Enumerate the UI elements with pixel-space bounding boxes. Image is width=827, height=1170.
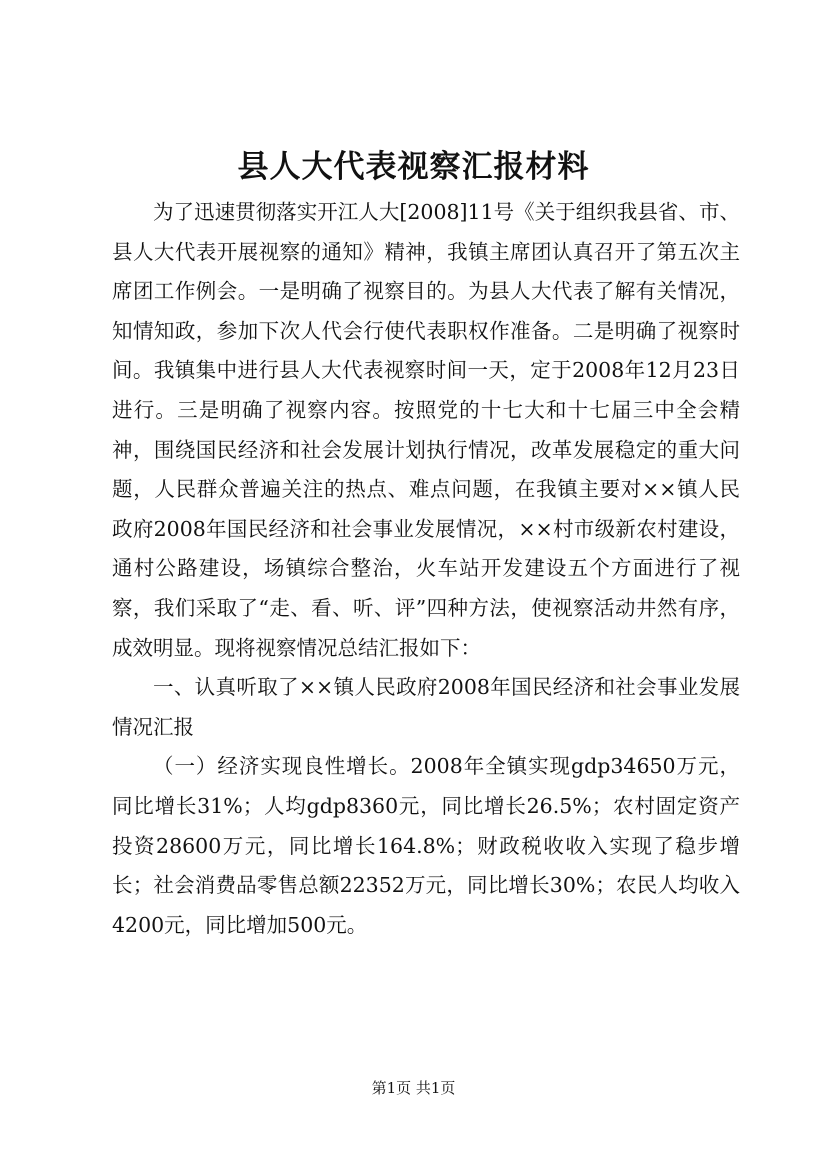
paragraph-economy: （一）经济实现良性增长。2008年全镇实现gdp34650万元，同比增长31%；人均gdp8360元，同比增长26.5%；农村固定资产投资28600万元，同比增长164.8%；财政税收收入实现了稳步增长；社会消费品零售总额22352万元，同比增长30%；农民人均收入4200元，同比增加500元。 [112,754,740,937]
document-title: 县人大代表视察汇报材料 [237,149,590,185]
document-body [112,193,740,945]
paragraph-section-heading: 一、认真听取了××镇人民政府2008年国民经济和社会事业发展情况汇报 [112,675,740,739]
paragraph-intro: 为了迅速贯彻落实开江人大[2008]11号《关于组织我县省、市、县人大代表开展视察的通知》精神，我镇主席团认真召开了第五次主席团工作例会。一是明确了视察目的。为县人大代表了解有关情况，知情知政，参加下次人代会行使代表职权作准备。二是明确了视察时间。我镇集中进行县人大代表视察时间一天，定于2008年12月23日进行。三是明确了视察内容。按照党的十七大和十七届三中全会精神，围绕国民经济和社会发展计划执行情况，改革发展稳定的重大问题，人民群众普遍关注的热点、难点问题，在我镇主要对××镇人民政府2008年国民经济和社会事业发展情况，××村市级新农村建设，通村公路建设，场镇综合整治，火车站开发建设五个方面进行了视察，我们采取了“走、看、听、评”四种方法，使视察活动井然有序，成效明显。现将视察情况总结汇报如下： [112,200,740,660]
page-number-footer: 第1页 共1页 [371,1079,456,1097]
